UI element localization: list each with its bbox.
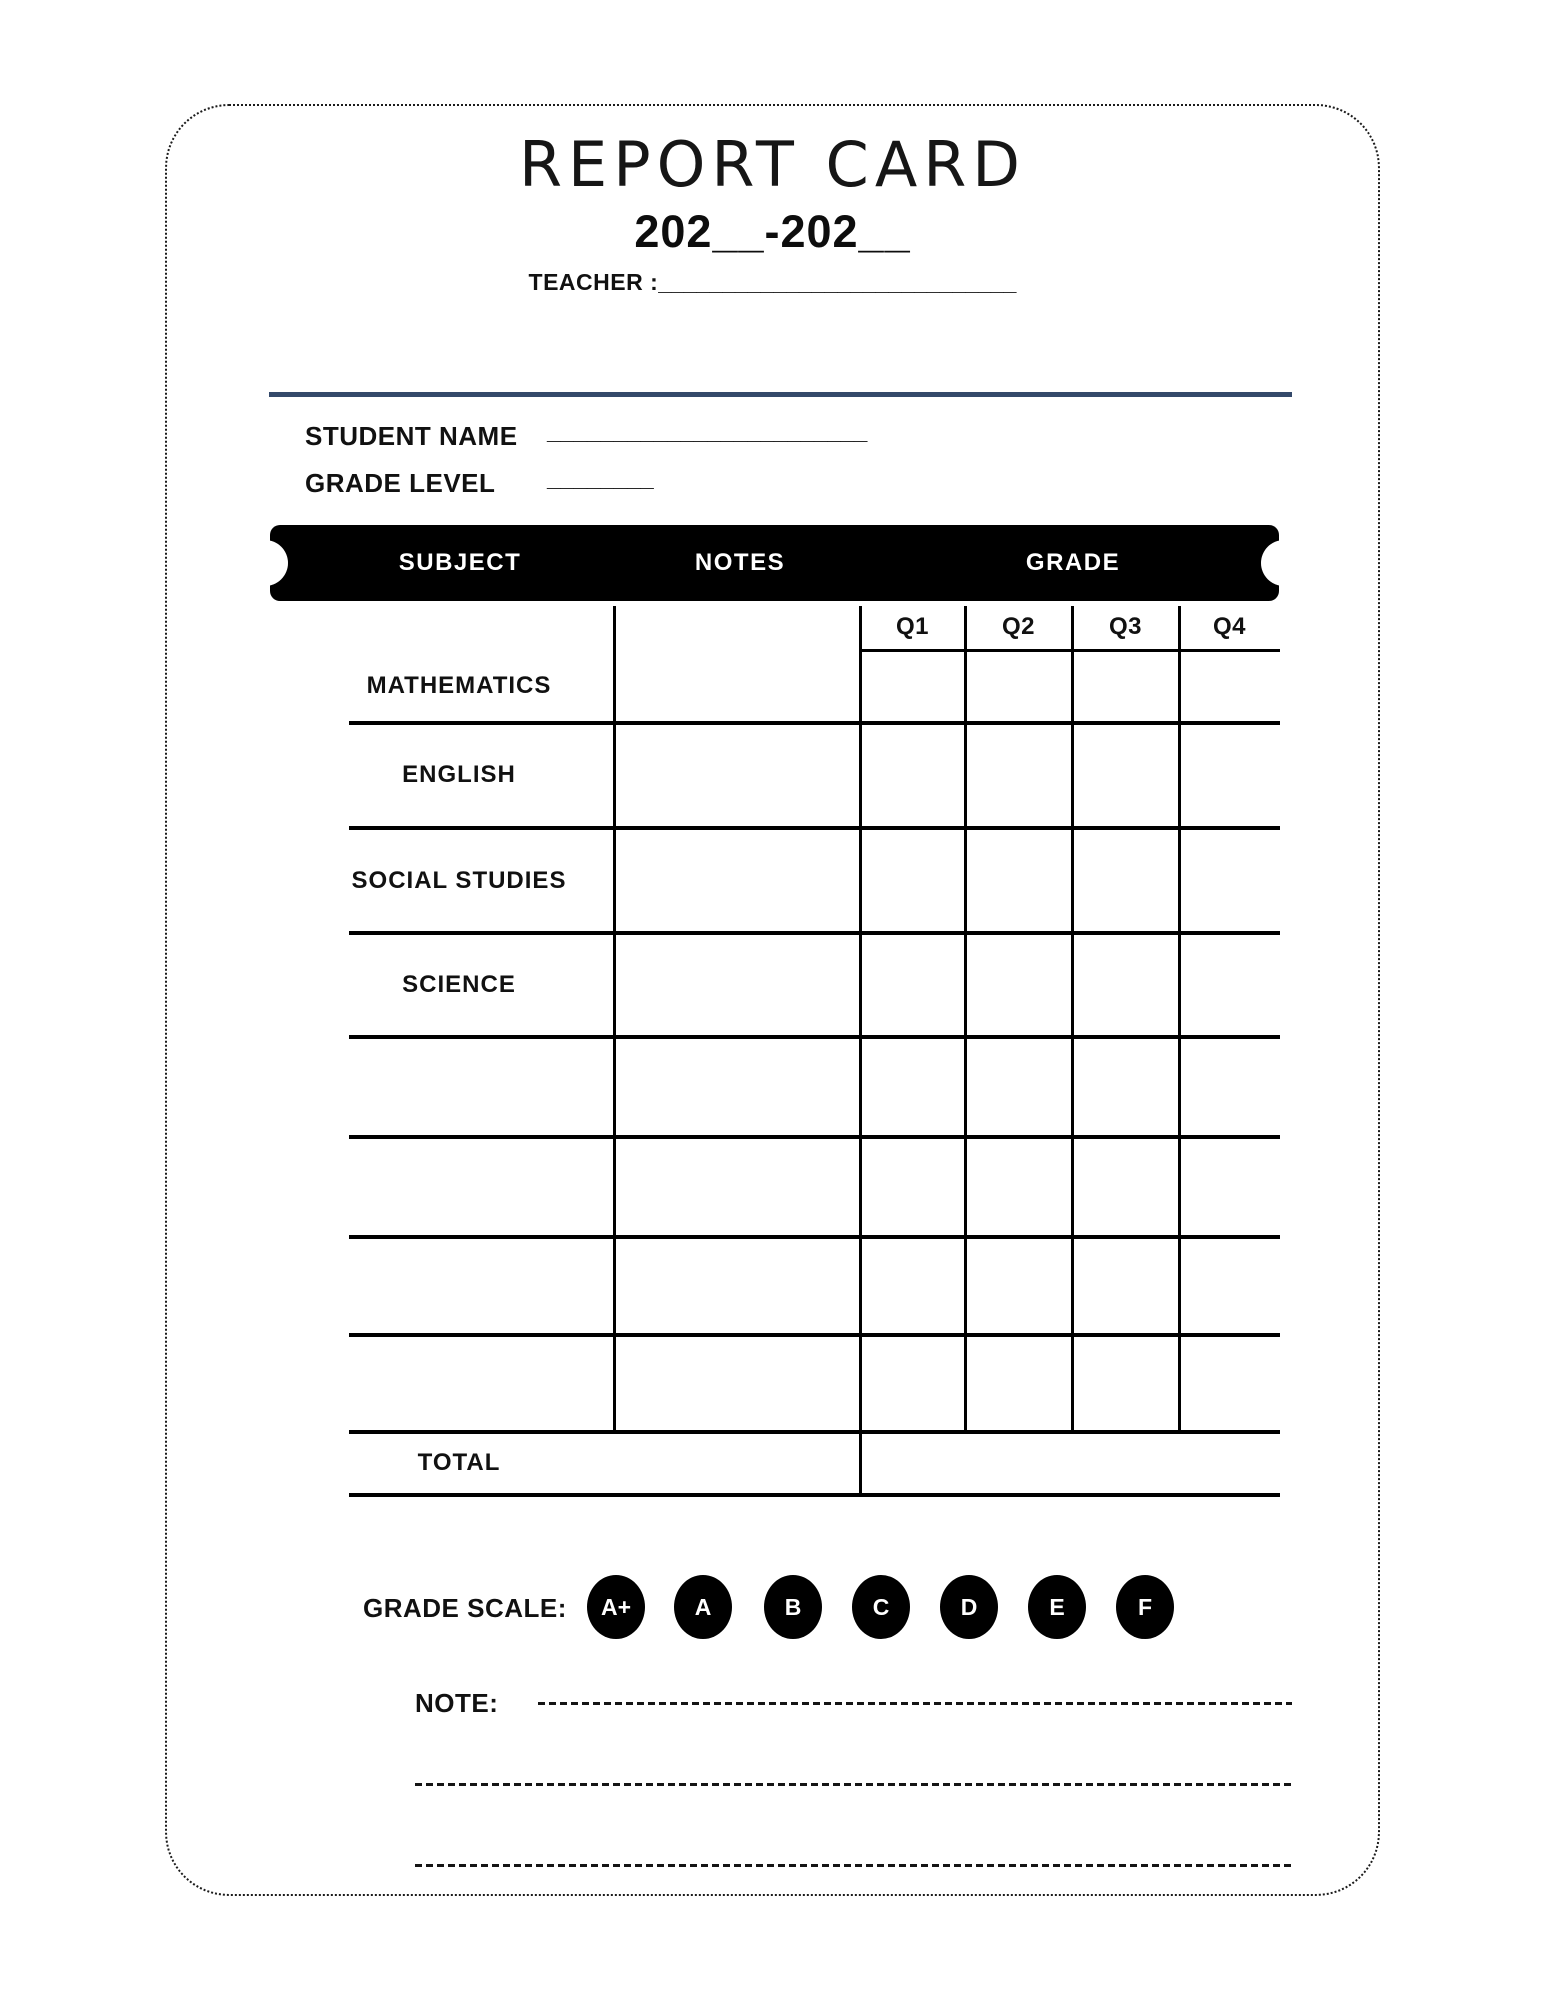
subject-row-english: ENGLISH [402,761,516,788]
note-label: NOTE: [415,1688,499,1718]
row-line-1 [349,721,1280,725]
ticket-notch-right [1261,540,1307,586]
quarter-header-q2: Q2 [1001,613,1035,640]
school-year: 202__-202__ [634,206,911,257]
row-line-9-total-bottom [349,1493,1280,1497]
row-line-8-total-top [349,1430,1280,1434]
report-card-page [165,104,1380,1896]
column-header-grade: GRADE [1025,549,1121,576]
note-blank-line-1[interactable] [538,1702,1292,1705]
navy-divider [269,392,1292,397]
grid-vline-q2-q3 [1071,606,1074,1434]
grade-scale-label: GRADE SCALE: [363,1593,567,1623]
ticket-notch-left [242,540,288,586]
row-line-6 [349,1235,1280,1239]
subject-row-science: SCIENCE [402,971,516,998]
grade-level-label: GRADE LEVEL [305,468,496,498]
total-row-label: TOTAL [417,1449,501,1476]
teacher-row [167,269,1378,296]
grade-badge-a: A [674,1575,732,1639]
row-line-7 [349,1333,1280,1337]
page-title: REPORT CARD [518,128,1027,201]
grid-vline-notes-grade [859,606,862,1434]
grid-vline-q1-q2 [964,606,967,1434]
grade-level-blank-field[interactable]: ________ [547,465,654,492]
grid-vline-subject-notes [613,606,616,1434]
grade-badge-f: F [1116,1575,1174,1639]
grade-badge-a-plus: A+ [587,1575,645,1639]
note-blank-line-3[interactable] [415,1864,1292,1867]
subject-row-social-studies: SOCIAL STUDIES [351,867,567,894]
quarter-header-q4: Q4 [1212,613,1246,640]
total-row-divider [859,1430,862,1497]
subject-row-mathematics: MATHEMATICS [366,672,552,699]
column-header-notes: NOTES [694,549,786,576]
row-line-5 [349,1135,1280,1139]
row-line-4 [349,1035,1280,1039]
row-line-3 [349,931,1280,935]
grid-vline-q3-q4 [1178,606,1181,1434]
quarter-header-underline [860,649,1280,652]
grade-badge-c: C [852,1575,910,1639]
student-name-label: STUDENT NAME [305,421,518,451]
grade-badge-e: E [1028,1575,1086,1639]
row-line-2 [349,826,1280,830]
teacher-blank-field[interactable]: ____________________________ [658,269,1017,295]
quarter-header-q3: Q3 [1108,613,1142,640]
quarter-header-q1: Q1 [895,613,929,640]
note-blank-line-2[interactable] [415,1783,1292,1786]
grade-badge-d: D [940,1575,998,1639]
grade-badge-b: B [764,1575,822,1639]
student-name-blank-field[interactable]: ________________________ [547,418,868,445]
table-header-bar [270,525,1279,601]
teacher-label: TEACHER : [528,269,659,295]
column-header-subject: SUBJECT [398,549,522,576]
